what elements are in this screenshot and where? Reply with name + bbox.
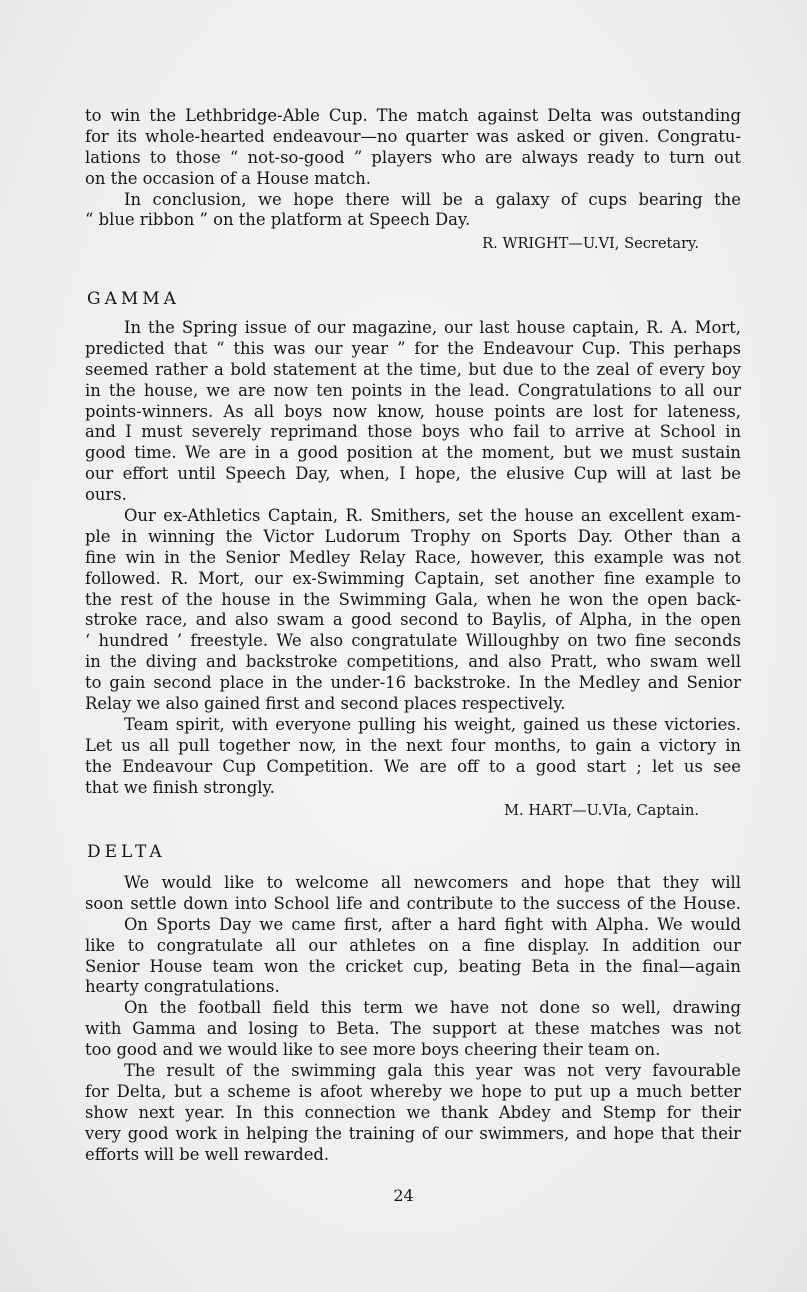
text-line: Relay we also gained first and second places respectively. — [85, 694, 566, 714]
text-line: efforts will be well rewarded. — [85, 1144, 330, 1164]
text-line: for Delta, but a scheme is afoot whereby we hope to put up a much better — [85, 1081, 741, 1101]
gamma-signature: M. HART—U.VIa, Captain. — [504, 802, 699, 820]
delta-heading: DELTA — [87, 842, 166, 862]
text-line: Senior House team won the cricket cup, beating Beta in the final—again — [85, 956, 741, 976]
text-line: points-winners. As all boys now know, house points are lost for lateness, — [85, 401, 741, 421]
text-line: our effort until Speech Day, when, I hope, the elusive Cup will at last be — [85, 464, 741, 484]
text-line: We would like to welcome all newcomers and hope that they will — [124, 873, 741, 892]
text-line: Our ex-Athletics Captain, R. Smithers, set the house an excellent exam- — [124, 506, 741, 526]
text-line: good time. We are in a good position at the moment, but we must sustain — [85, 443, 741, 463]
text-line: that we finish strongly. — [85, 777, 275, 797]
text-line: for its whole-hearted endeavour—no quarter was asked or given. Congratu- — [85, 126, 741, 146]
delta-text — [85, 873, 741, 1165]
text-line: The result of the swimming gala this year was not very favourable — [124, 1061, 741, 1081]
text-line: In the Spring issue of our magazine, our last house captain, R. A. Mort, — [124, 318, 741, 337]
text-line: seemed rather a bold statement at the time, but due to the zeal of every boy — [85, 359, 741, 379]
text-line: soon settle down into School life and contribute to the success of the House. — [85, 893, 741, 913]
text-line: the Endeavour Cup Competition. We are off to a good start ; let us see — [85, 756, 741, 776]
text-line: with Gamma and losing to Beta. The support at these matches was not — [85, 1019, 741, 1039]
top-section-text — [85, 106, 741, 231]
text-line: Let us all pull together now, in the next four months, to gain a victory in — [85, 735, 741, 755]
text-line: On Sports Day we came first, after a hard fight with Alpha. We would — [124, 914, 741, 934]
gamma-section — [85, 318, 741, 822]
text-line: On the football field this term we have not done so well, drawing — [124, 998, 741, 1018]
text-line: too good and we would like to see more boys cheering their team on. — [85, 1040, 661, 1060]
text-line: predicted that “ this was our year ” for the Endeavour Cup. This perhaps — [85, 338, 741, 358]
text-line: hearty congratulations. — [85, 977, 280, 997]
gamma-text — [85, 318, 741, 798]
text-line: show next year. In this connection we thank Abdey and Stemp for their — [85, 1102, 741, 1122]
text-line: ours. — [85, 485, 127, 505]
text-line: ple in winning the Victor Ludorum Trophy on Sports Day. Other than a — [85, 526, 741, 546]
gamma-heading: GAMMA — [87, 289, 180, 309]
text-line: to gain second place in the under-16 backstroke. In the Medley and Senior — [85, 673, 741, 693]
text-line: stroke race, and also swam a good second to Baylis, of Alpha, in the open — [85, 610, 741, 630]
page-number: 24 — [393, 1186, 414, 1205]
text-line: “ blue ribbon ” on the platform at Speech Day. — [85, 210, 471, 230]
text-line: ‘ hundred ’ freestyle. We also congratulate Willoughby on two fine seconds — [85, 631, 741, 651]
text-line: In conclusion, we hope there will be a galaxy of cups bearing the — [124, 189, 741, 209]
text-line: on the occasion of a House match. — [85, 168, 371, 188]
text-line: Team spirit, with everyone pulling his weight, gained us these victories. — [124, 714, 741, 734]
text-line: in the diving and backstroke competitions, and also Pratt, who swam well — [85, 652, 741, 672]
delta-section — [85, 873, 741, 1165]
text-line: the rest of the house in the Swimming Gala, when he won the open back- — [85, 589, 741, 609]
text-line: in the house, we are now ten points in the lead. Congratulations to all our — [85, 380, 741, 400]
text-line: and I must severely reprimand those boys who fail to arrive at School in — [85, 422, 741, 442]
top-section — [85, 106, 741, 255]
text-line: followed. R. Mort, our ex-Swimming Captain, set another fine example to — [85, 568, 741, 588]
text-line: lations to those “ not-so-good ” players who are always ready to turn out — [85, 147, 741, 167]
text-line: like to congratulate all our athletes on a fine display. In addition our — [85, 935, 741, 955]
text-line: very good work in helping the training of our swimmers, and hope that their — [85, 1123, 741, 1143]
text-line: fine win in the Senior Medley Relay Race, however, this example was not — [85, 547, 741, 567]
top-section-signature: R. WRIGHT—U.VI, Secretary. — [482, 235, 699, 253]
text-line: to win the Lethbridge-Able Cup. The match against Delta was outstanding — [85, 106, 741, 125]
